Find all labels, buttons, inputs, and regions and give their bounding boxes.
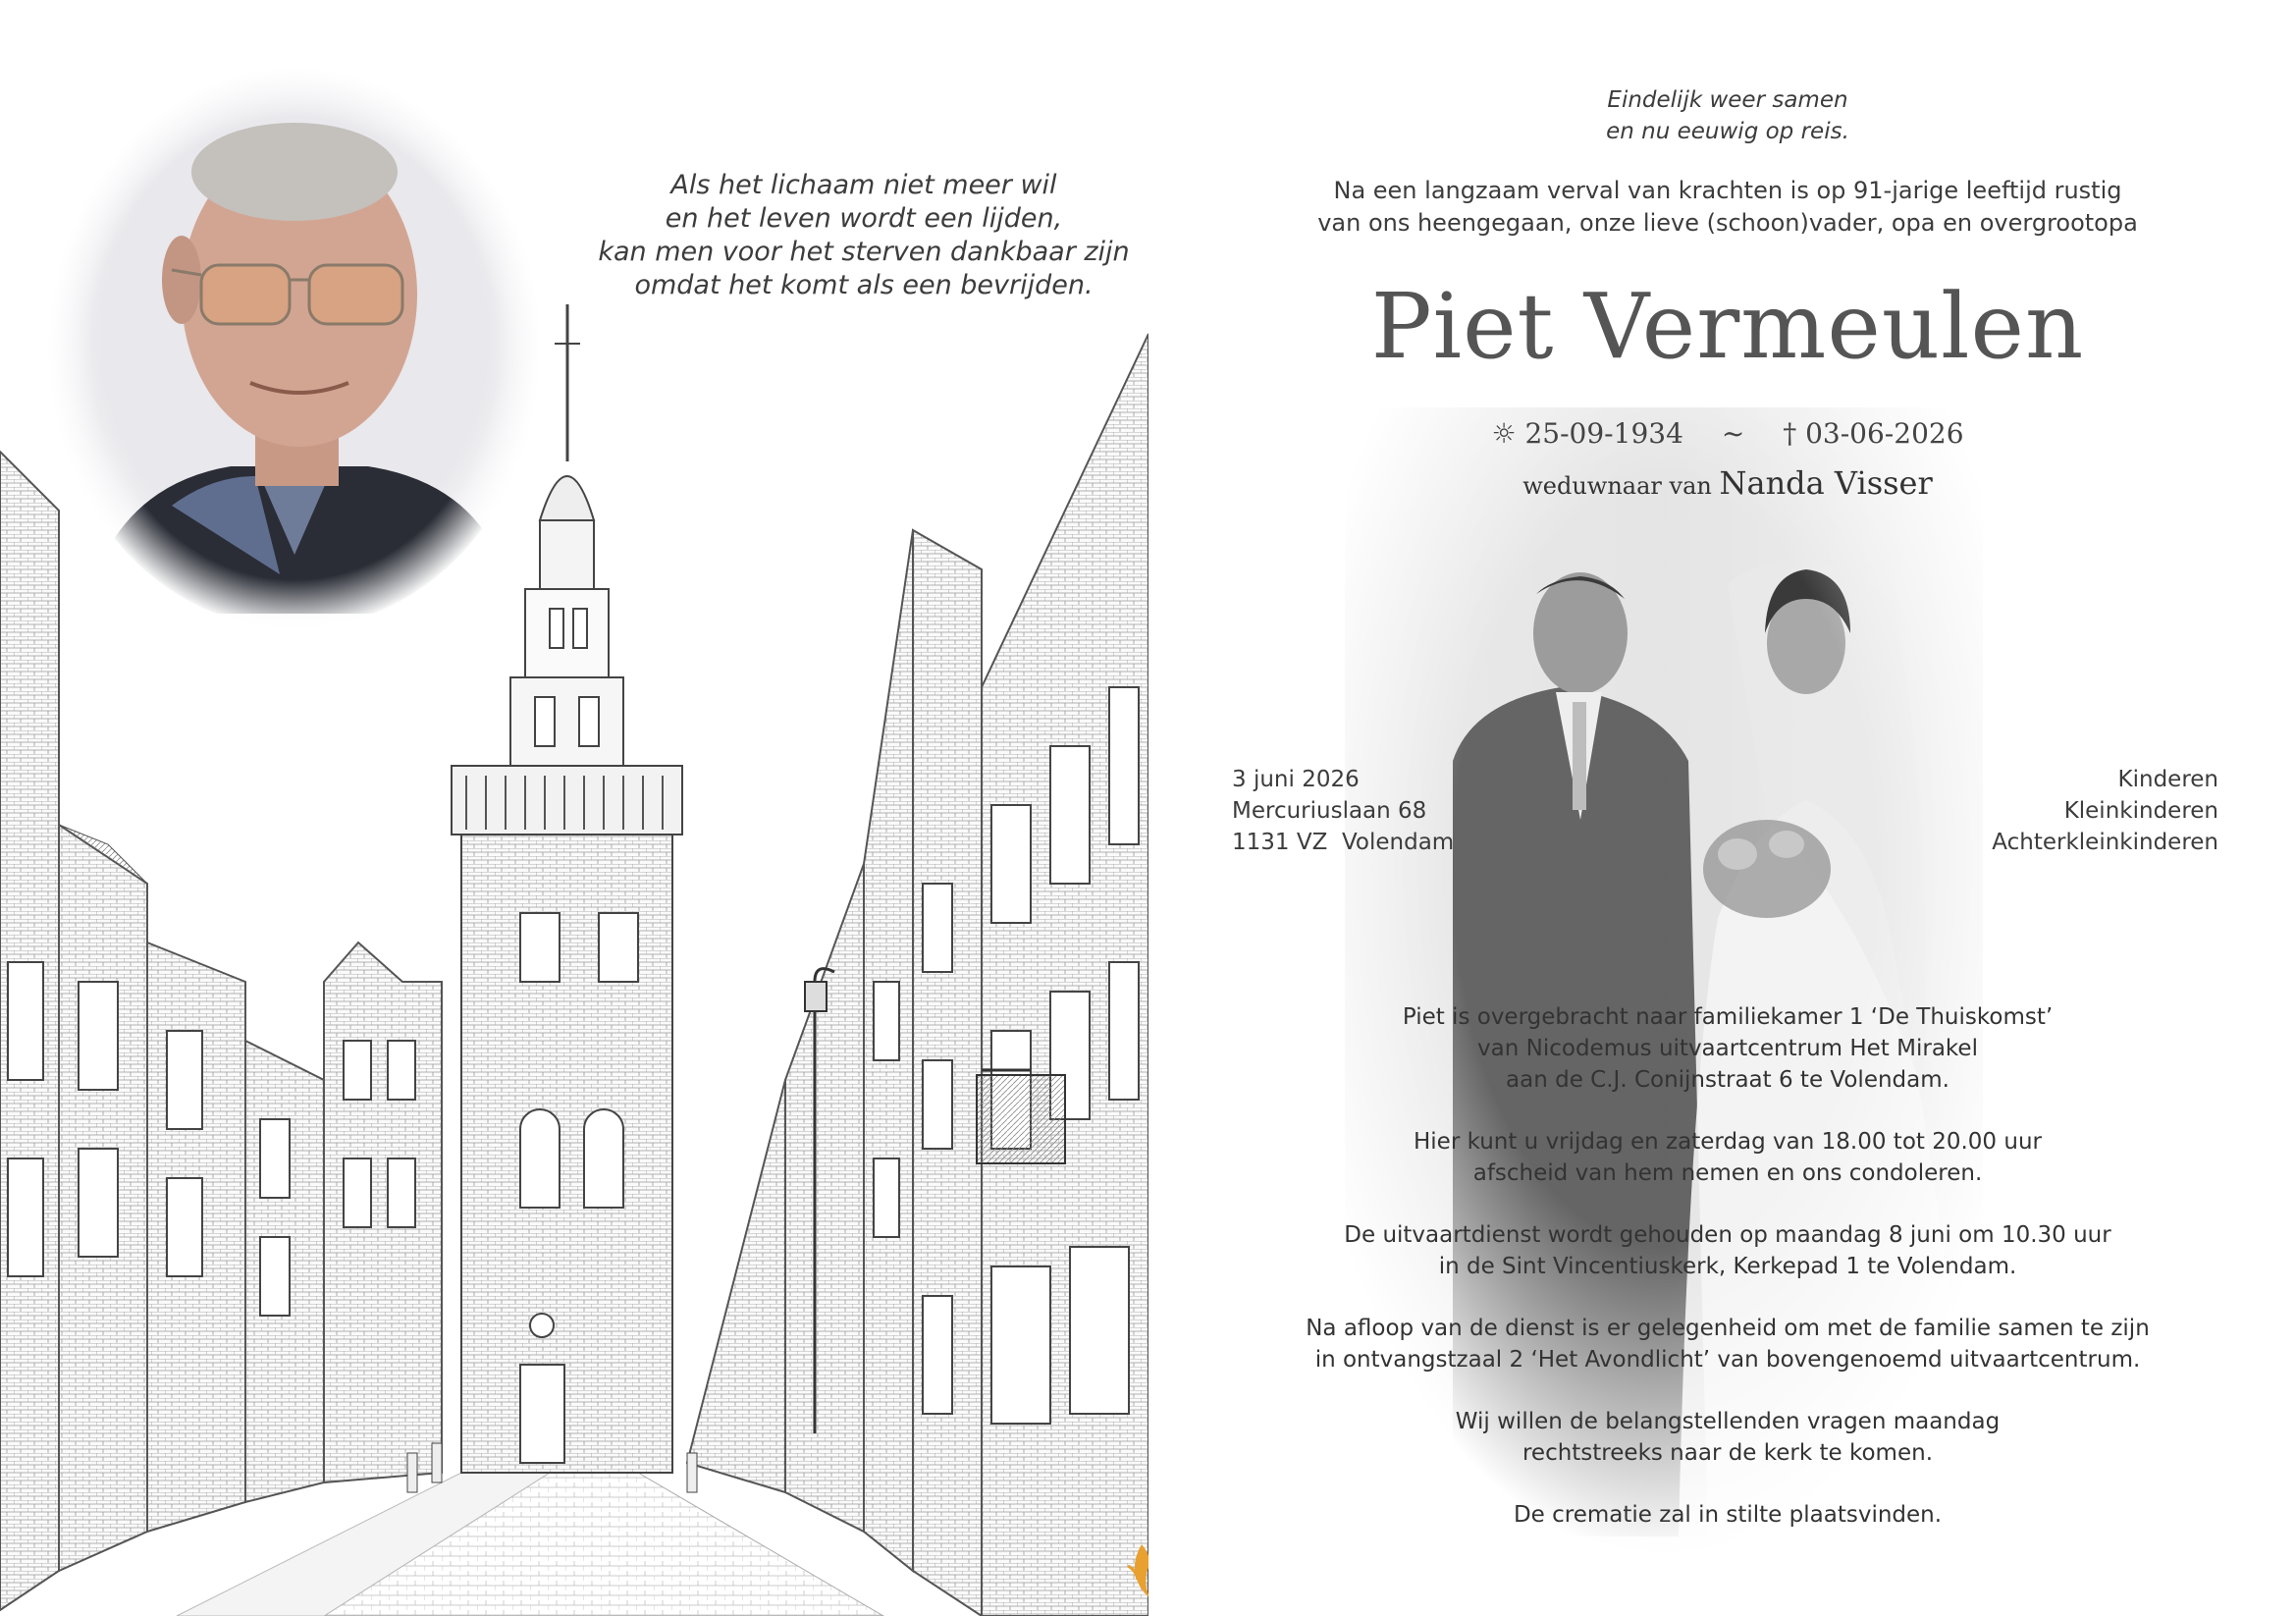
widower-prefix: weduwnaar van [1522, 472, 1712, 500]
poem [550, 169, 1148, 302]
paragraph-reception [1237, 1313, 2218, 1375]
life-dates [1335, 414, 2120, 454]
address-line: 1131 VZ Volendam [1232, 830, 1455, 855]
motto-line: Eindelijk weer samen [1607, 87, 1848, 113]
paragraph-request [1237, 1406, 2218, 1469]
paragraph-line: afscheid van hem nemen en ons condoleren. [1472, 1160, 1983, 1186]
poem-line: Als het lichaam niet meer wil [670, 170, 1057, 200]
paragraph-line: van Nicodemus uitvaartcentrum Het Mirakel [1477, 1036, 1978, 1061]
paragraph-line: De uitvaartdienst wordt gehouden op maandag 8 juni om 10.30 uur [1344, 1222, 2111, 1248]
poem-line: kan men voor het sterven dankbaar zijn [598, 237, 1130, 267]
funeral-details [1237, 1001, 2218, 1561]
address-line: Mercuriuslaan 68 [1232, 798, 1427, 824]
paragraph-line: in de Sint Vincentiuskerk, Kerkepad 1 te Volendam. [1438, 1254, 2017, 1279]
date-separator: ~ [1721, 417, 1745, 450]
family-line: Kleinkinderen [2063, 798, 2218, 824]
paragraph-cremation [1237, 1499, 2218, 1531]
death-date: † 03-06-2026 [1783, 417, 1964, 450]
paragraph-line: aan de C.J. Conijnstraat 6 te Volendam. [1506, 1067, 1949, 1093]
motto [1463, 84, 1993, 147]
paragraph-line: De crematie zal in stilte plaatsvinden. [1513, 1502, 1943, 1528]
family-line: Achterkleinkinderen [1992, 830, 2218, 855]
address-block [1232, 764, 1526, 858]
intro-text [1256, 175, 2199, 240]
dove-logo-icon [1122, 1536, 1148, 1605]
poem-line: omdat het komt als een bevrijden. [634, 270, 1094, 300]
paragraph-line: in ontvangstzaal 2 ‘Het Avondlicht’ van bovengenoemd uitvaartcentrum. [1314, 1347, 2141, 1373]
family-block [1895, 764, 2218, 858]
intro-line: van ons heengegaan, onze lieve (schoon)vader, opa en overgrootopa [1317, 209, 2138, 237]
family-line: Kinderen [2117, 767, 2218, 792]
portrait-photo [44, 64, 545, 633]
paragraph-line: Piet is overgebracht naar familiekamer 1 ‘De Thuiskomst’ [1402, 1004, 2054, 1030]
paragraph-line: rechtstreeks naar de kerk te komen. [1522, 1440, 1934, 1466]
widower-line [1335, 463, 2120, 506]
paragraph-visiting [1237, 1126, 2218, 1189]
paragraph-service [1237, 1219, 2218, 1282]
paragraph-line: Wij willen de belangstellenden vragen maandag [1455, 1409, 2001, 1434]
paragraph-transfer [1237, 1001, 2218, 1096]
spouse-name: Nanda Visser [1719, 464, 1933, 502]
deceased-name: Piet Vermeulen [1370, 274, 2085, 379]
birth-date: ☼ 25-09-1934 [1491, 417, 1683, 450]
paragraph-line: Hier kunt u vrijdag en zaterdag van 18.00 tot 20.00 uur [1413, 1129, 2042, 1155]
motto-line: en nu eeuwig op reis. [1606, 119, 1849, 144]
poem-line: en het leven wordt een lijden, [665, 203, 1063, 234]
address-line: 3 juni 2026 [1232, 767, 1360, 792]
intro-line: Na een langzaam verval van krachten is op 91-jarige leeftijd rustig [1333, 177, 2122, 204]
paragraph-line: Na afloop van de dienst is er gelegenheid om met de familie samen te zijn [1306, 1316, 2150, 1341]
